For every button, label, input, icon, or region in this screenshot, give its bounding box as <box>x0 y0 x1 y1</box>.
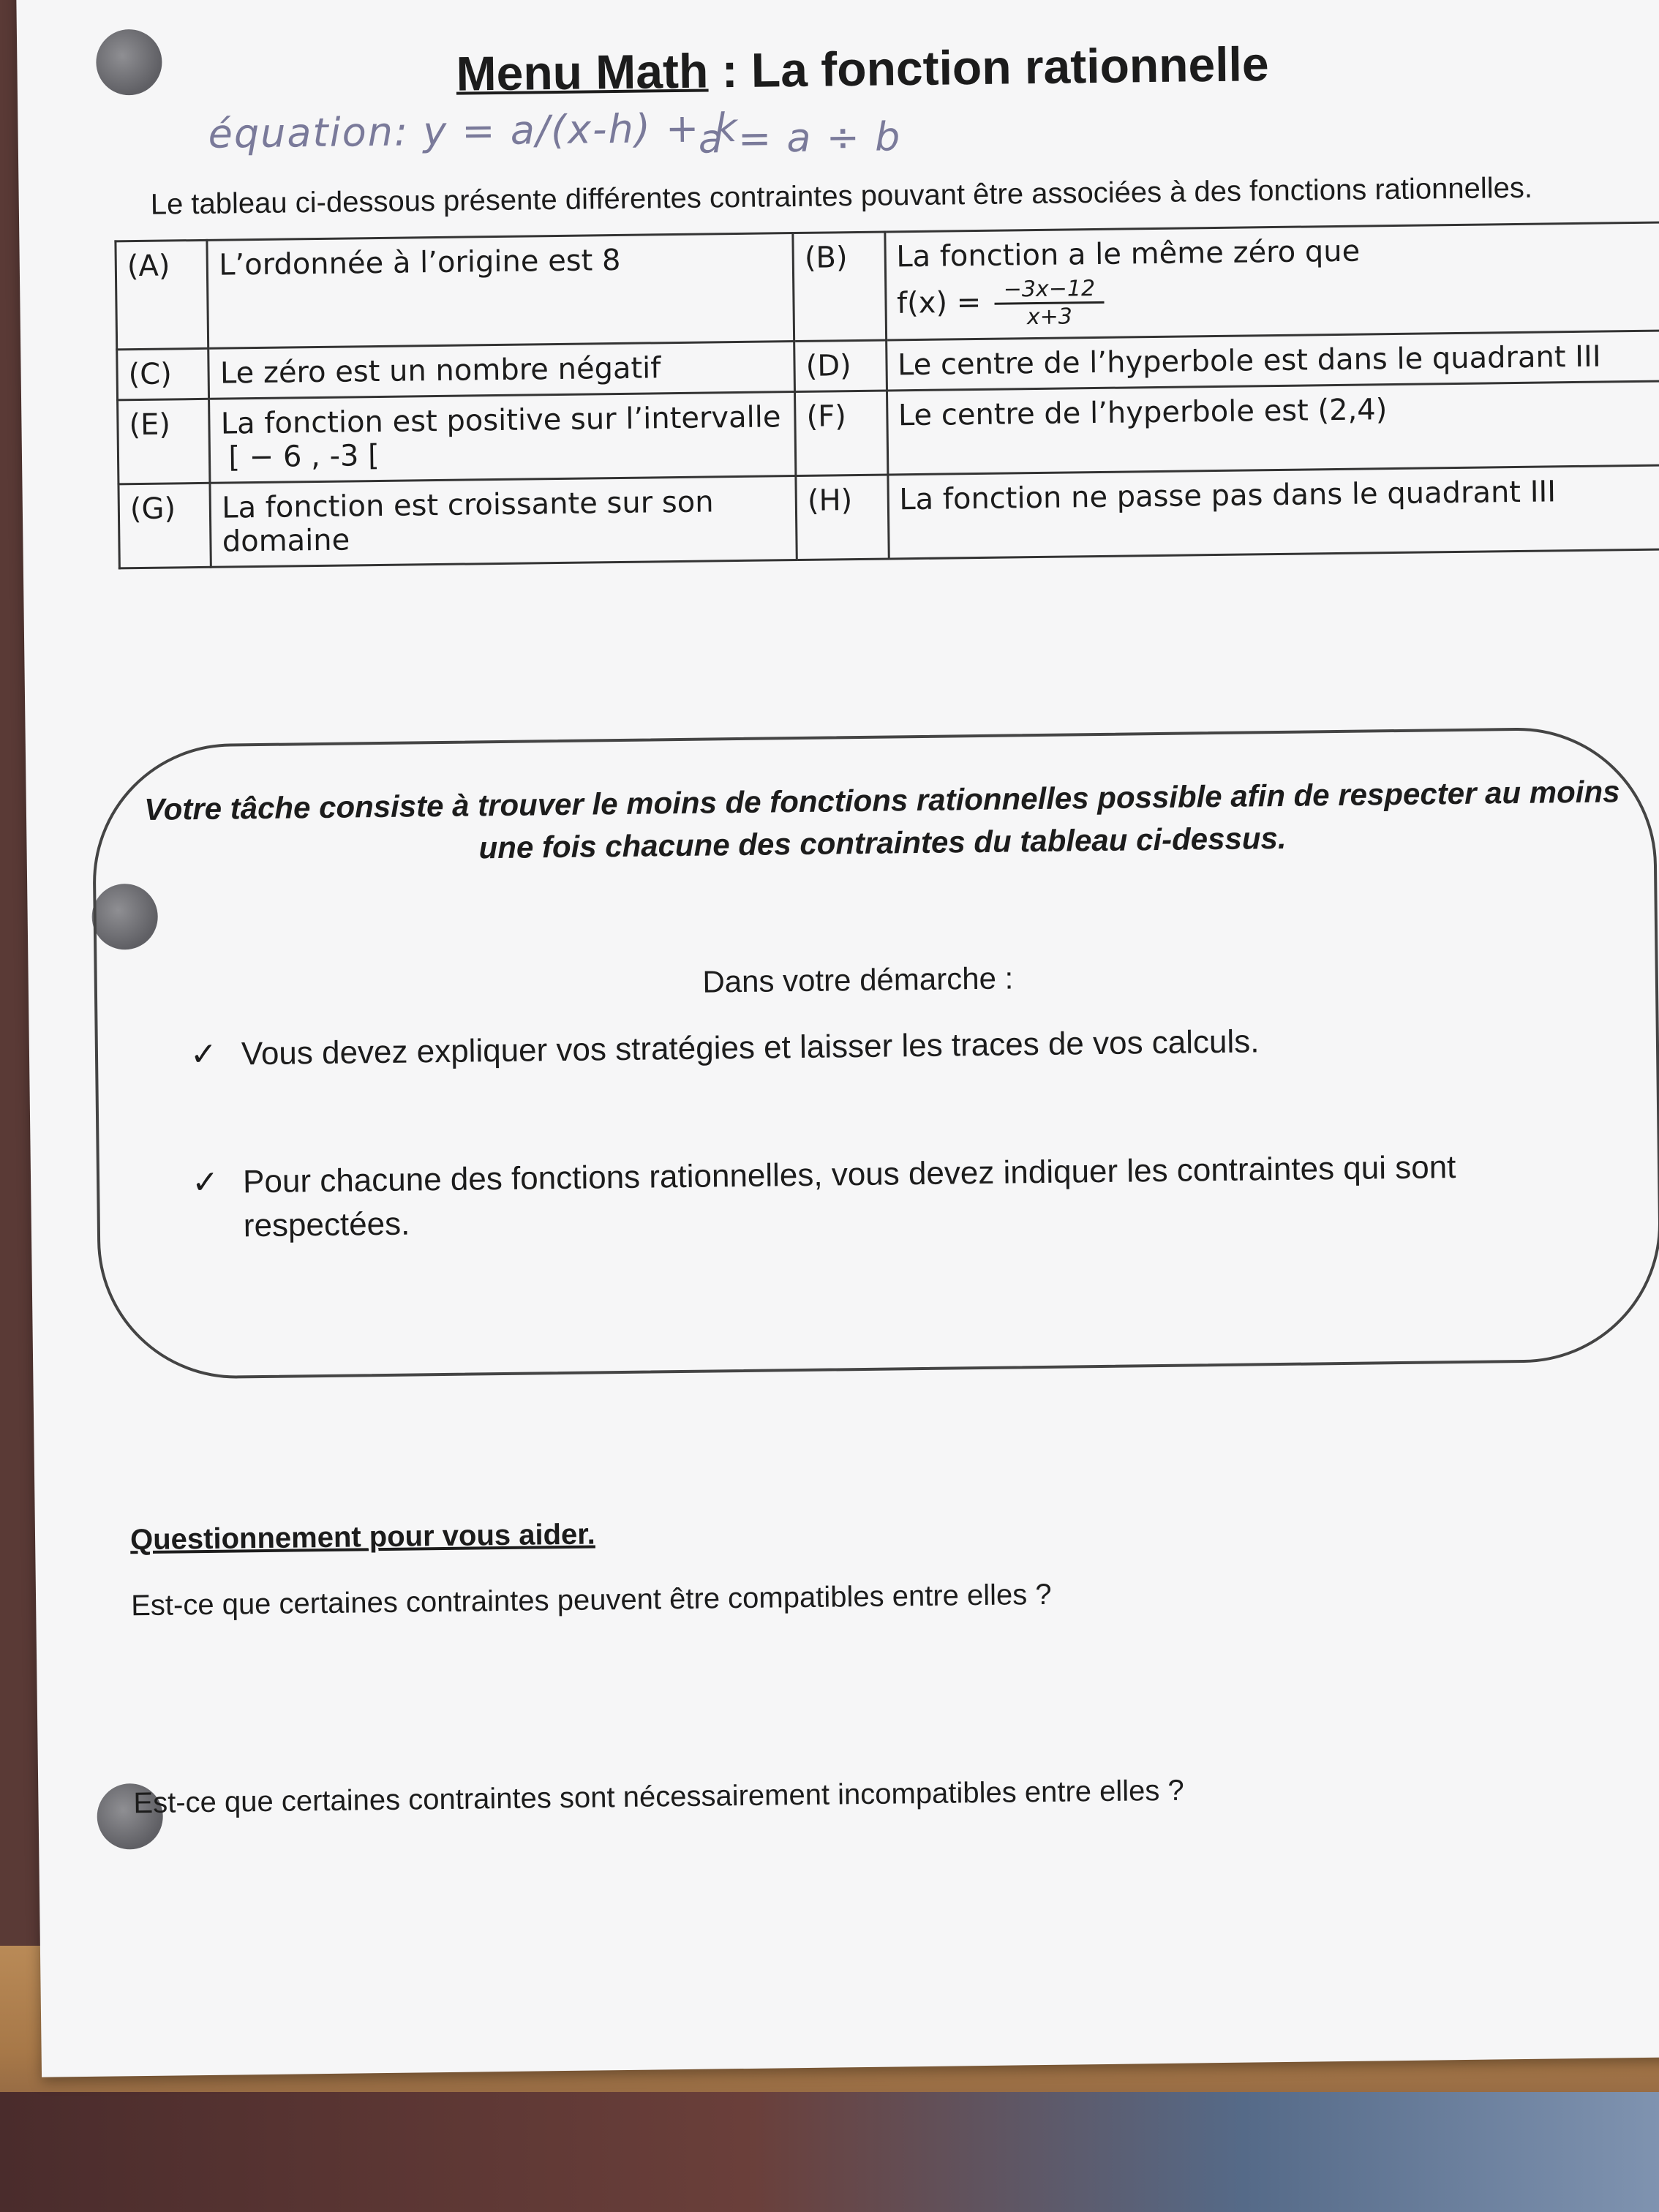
formula-prefix: f(x) = <box>896 285 982 320</box>
constraint-text: Le zéro est un nombre négatif <box>208 342 795 399</box>
constraint-label: (D) <box>794 340 887 392</box>
constraint-label: (H) <box>796 475 889 560</box>
page-title <box>456 36 1269 102</box>
checklist-item <box>192 1144 1582 1249</box>
task-statement: Votre tâche consiste à trouver le moins de fonctions rationnelles possible afin de respecter au moins une fois chacune des contraintes du tableau ci-dessus. <box>143 774 1620 865</box>
constraint-text: Le centre de l’hyperbole est dans le quadrant III <box>886 331 1659 391</box>
title-brand: Menu Math <box>456 43 709 101</box>
binder-hole <box>96 29 162 96</box>
table-row <box>116 222 1659 350</box>
constraints-table <box>114 221 1659 569</box>
checklist-text: Vous devez expliquer vos stratégies et laisser les traces de vos calculs. <box>241 1023 1260 1072</box>
constraint-label: (A) <box>116 240 208 350</box>
constraint-cell <box>884 222 1659 340</box>
constraint-text: La fonction est positive sur l’intervalle <box>220 400 781 441</box>
constraint-text: La fonction a le même zéro que <box>896 234 1361 274</box>
title-subject: : La fonction rationnelle <box>707 37 1270 98</box>
constraint-interval: [ − 6 , -3 [ <box>228 438 380 475</box>
constraint-text: Le centre de l’hyperbole est (2,4) <box>887 381 1659 475</box>
intro-text: Le tableau ci-dessous présente différentes contraintes pouvant être associées à des fonctions rationnelles. <box>150 171 1533 221</box>
checklist-text: Pour chacune des fonctions rationnelles, vous devez indiquer les contraintes qui sont respectées. <box>242 1149 1456 1244</box>
formula <box>897 268 1659 331</box>
constraint-text: L’ordonnée à l’origine est 8 <box>207 233 794 349</box>
constraint-text: La fonction ne passe pas dans le quadrant III <box>887 465 1659 559</box>
handwritten-note: a = a ÷ b <box>698 113 902 162</box>
demarche-heading: Dans votre démarche : <box>702 960 1014 999</box>
checkmark-icon: ✓ <box>189 1036 218 1073</box>
constraint-label: (F) <box>795 391 888 476</box>
floor <box>0 2092 1659 2212</box>
formula-numerator: −3x−12 <box>995 276 1105 305</box>
constraint-label: (E) <box>118 399 211 484</box>
checkmark-icon: ✓ <box>191 1164 219 1201</box>
formula-fraction <box>995 276 1105 331</box>
handwritten-equation: équation: y = a/(x-h) + k <box>208 104 740 157</box>
worksheet-page <box>16 0 1659 2077</box>
formula-denominator: x+3 <box>1026 304 1073 331</box>
question-2: Est-ce que certaines contraintes sont nécessairement incompatibles entre elles ? <box>133 1774 1184 1820</box>
constraint-cell <box>209 392 796 484</box>
constraint-label: (G) <box>118 483 211 568</box>
question-1: Est-ce que certaines contraintes peuvent être compatibles entre elles ? <box>130 1578 1052 1622</box>
constraint-label: (B) <box>793 232 886 342</box>
constraint-text: La fonction est croissante sur son domaine <box>210 476 797 568</box>
questions-heading: Questionnement pour vous aider. <box>129 1518 595 1557</box>
constraint-label: (C) <box>117 348 209 400</box>
